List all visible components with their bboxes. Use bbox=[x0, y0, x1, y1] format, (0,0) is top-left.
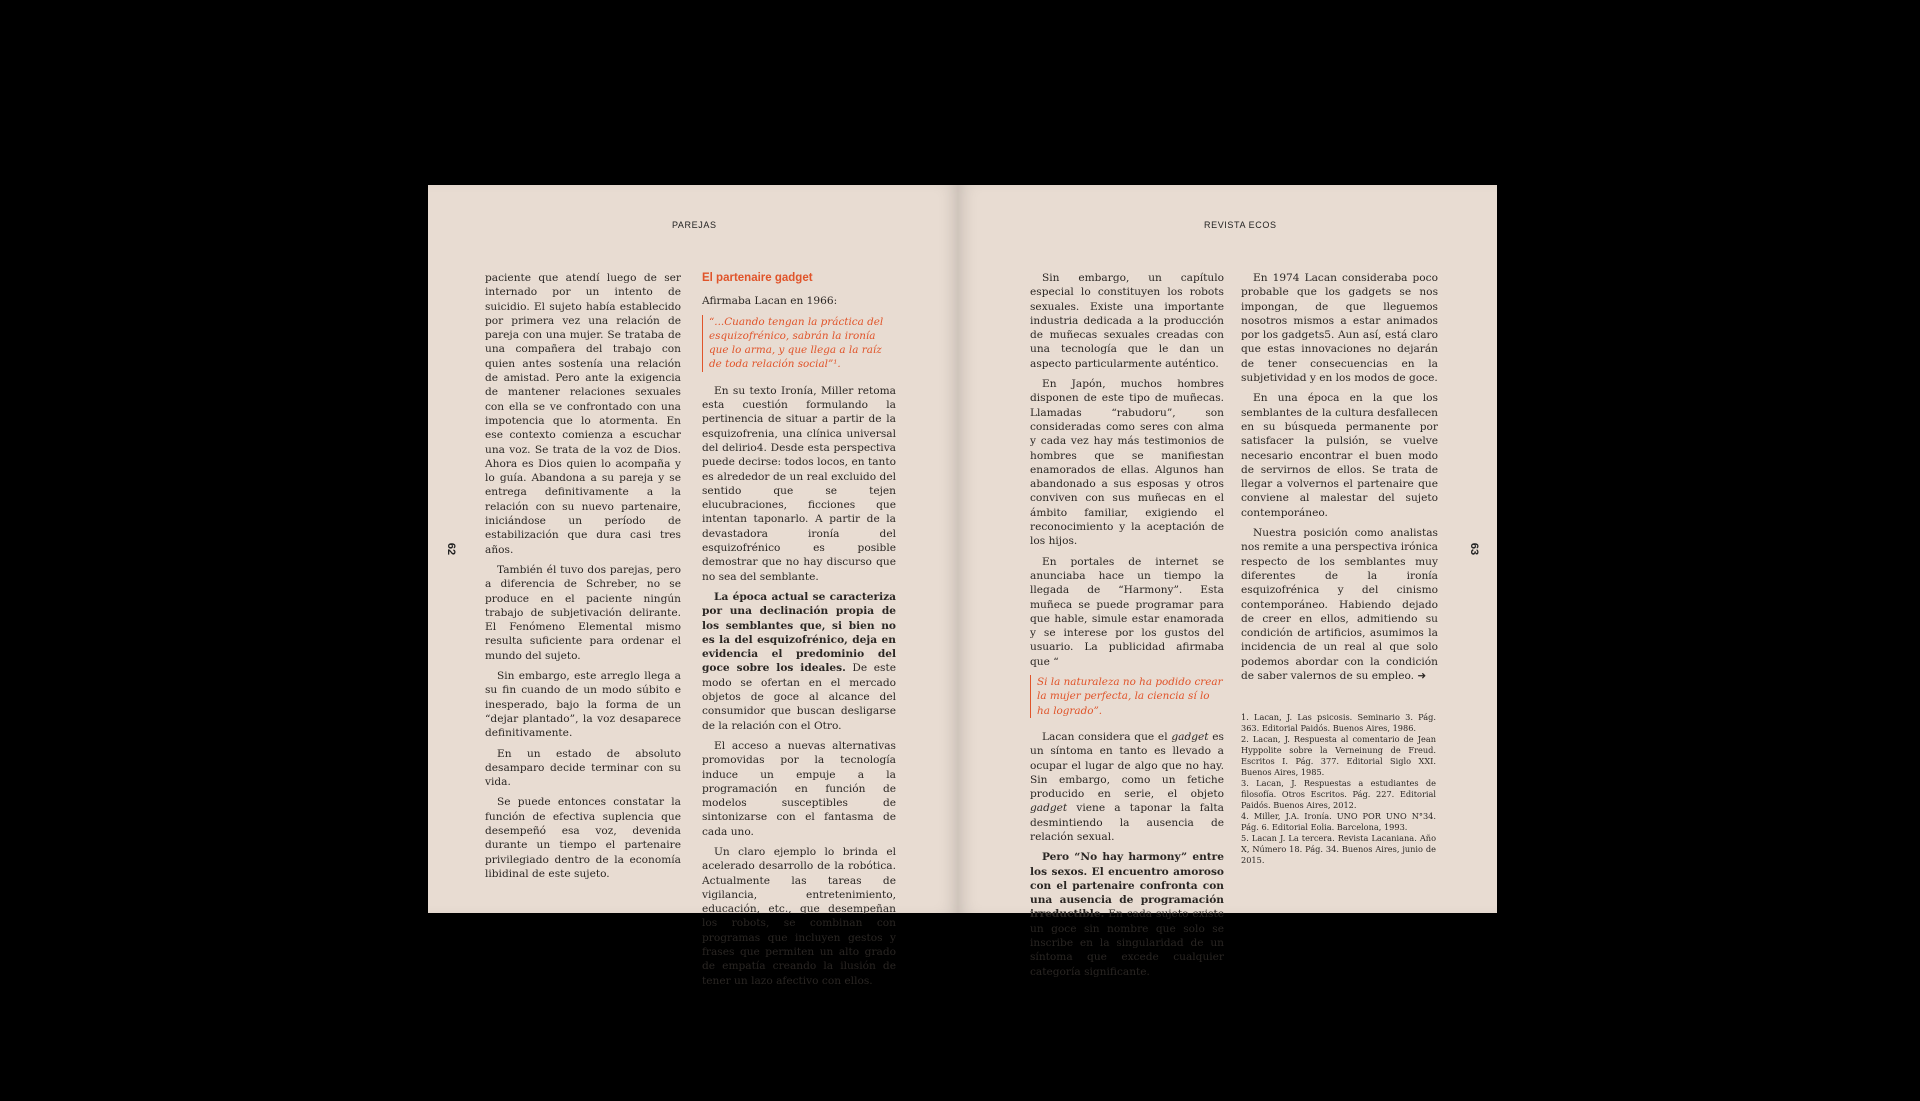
paragraph: En una época en la que los semblantes de la cultura desfallecen en su búsqueda permanente por satisfacer la pulsión, se vuelve necesario encontrar el buen modo de servirnos de ellos. Se trata de llegar a volvernos el partenaire que conviene al malestar del sujeto contemporáneo. bbox=[1241, 392, 1438, 519]
right-column-2 bbox=[1241, 271, 1438, 689]
left-page bbox=[428, 185, 958, 987]
bold-text: Pero “No hay harmony” entre los sexos. El encuentro amoroso con el partenaire confronta con una ausencia de programación irreductible. bbox=[1030, 851, 1224, 921]
right-page bbox=[958, 185, 1497, 978]
paragraph: Sin embargo, este arreglo llega a su fin cuando de un modo súbito e inesperado, bajo la forma de un “dejar plantado”, la voz desaparece definitivamente. bbox=[485, 670, 681, 740]
pull-quote: Si la naturaleza no ha podido crear la mujer perfecta, la ciencia sí lo ha logrado”. bbox=[1030, 675, 1224, 718]
left-column-2 bbox=[702, 271, 896, 994]
paragraph: Sin embargo, un capítulo especial lo constituyen los robots sexuales. Existe una importante industria dedicada a la producción de muñecas sexuales creadas con una tecnología que le dan un aspecto particularmente auténtico. bbox=[1030, 272, 1224, 370]
footnote: 4. Miller, J.A. Ironía. UNO POR UNO N°34. Pág. 6. Editorial Eolia. Barcelona, 1993. bbox=[1241, 811, 1436, 832]
paragraph bbox=[702, 590, 896, 733]
paragraph: Un claro ejemplo lo brinda el acelerado desarrollo de la robótica. Actualmente las tareas de vigilancia, entretenimiento, educación, etc., que desempeñan los robots, se combinan con programas que incluyen gestos y frases que permiten un alto grado de empatía creando la ilusión de tener un lazo afectivo con ellos. bbox=[702, 845, 896, 987]
left-column-1 bbox=[485, 271, 681, 887]
section-title: El partenaire gadget bbox=[702, 272, 813, 284]
paragraph: En su texto Ironía, Miller retoma esta cuestión formulando la pertinencia de situar a partir de la esquizofrenia, una clínica universal del delirio4. Desde esta perspectiva puede decirse: todos locos, en tanto es alrededor de un real excluido del sentido que se tejen elucubraciones, ficciones que intentan taponarlo. A partir de la devastadora ironía del esquizofrénico es posible demostrar que no hay discurso que no sea del semblante. bbox=[702, 384, 896, 583]
footnote: 5. Lacan J. La tercera. Revista Lacaniana. Año X, Número 18. Pág. 34. Buenos Aires, junio de 2015. bbox=[1241, 833, 1436, 865]
paragraph: En un estado de absoluto desamparo decide terminar con su vida. bbox=[485, 747, 681, 789]
paragraph: Se puede entonces constatar la función de efectiva suplencia que desempeñó esa voz, devenida durante un tiempo el partenaire privilegiado dentro de la economía libidinal de este sujeto. bbox=[485, 796, 681, 880]
paragraph: Afirmaba Lacan en 1966: bbox=[702, 295, 838, 308]
page-number-right: 63 bbox=[1467, 542, 1480, 556]
paragraph: También él tuvo dos parejas, pero a diferencia de Schreber, no se produce en el paciente ningún trabajo de subjetivación delirante. El Fenómeno Elemental mismo resulta suficiente para ordenar el mundo del sujeto. bbox=[485, 563, 681, 662]
emphasis: gadget bbox=[1171, 730, 1209, 743]
text: En cada sujeto existe un goce sin nombre que solo se inscribe en la singularidad de un síntoma que excede cualquier categoría significante. bbox=[1030, 908, 1224, 978]
running-head-left: PAREJAS bbox=[672, 220, 717, 230]
text: De este modo se ofertan en el mercado objetos de goce al alcance del consumidor que buscan desligarse de la relación con el Otro. bbox=[702, 662, 897, 732]
page-number-left: 62 bbox=[445, 542, 458, 556]
pull-quote: “...Cuando tengan la práctica del esquizofrénico, sabrán la ironía que lo arma, y que llega a la raíz de toda relación social”¹. bbox=[702, 315, 896, 372]
running-head-right: REVISTA ECOS bbox=[1204, 220, 1277, 230]
paragraph: En portales de internet se anunciaba hace un tiempo la llegada de “Harmony”. Esta muñeca se puede programar para que hable, simule estar enamorada y se interese por los gustos del usuario. La publicidad afirmaba que “ bbox=[1030, 555, 1224, 668]
paragraph bbox=[1030, 850, 1224, 979]
right-column-1 bbox=[1030, 271, 1224, 985]
paragraph: En 1974 Lacan consideraba poco probable que los gadgets se nos impongan, de que lleguemos nosotros mismos a estar animados por los gadgets5. Aun así, está claro que estas innovaciones no dejarán de tener consecuencias en la subjetividad y en los modos de goce. bbox=[1241, 272, 1438, 385]
text: Lacan considera que el bbox=[1042, 730, 1172, 743]
text: Nuestra posición como analistas nos remite a una perspectiva irónica respecto de los semblantes muy diferentes de la ironía esquizofrénica y del cinismo contemporáneo. Habiendo dejado de creer en ellos, admitiendo su condición de artificios, asumimos la incidencia de un real al que solo podemos abordar con la condición de saber valernos de su empleo. bbox=[1241, 527, 1438, 683]
paragraph: El acceso a nuevas alternativas promovidas por la tecnología induce un empuje a la programación en función de modelos susceptibles de sintonizarse con el fantasma de cada uno. bbox=[702, 739, 896, 838]
paragraph: En Japón, muchos hombres disponen de este tipo de muñecas. Llamadas “rabudoru”, son consideradas como seres con alma y cada vez hay más testimonios de hombres que se manifiestan enamorados de ellas. Algunos han abandonado a sus esposas y otros conviven con sus muñecas en el ámbito familiar, exigiendo el reconocimiento y la aceptación de los hijos. bbox=[1030, 378, 1224, 548]
paragraph bbox=[1241, 526, 1438, 683]
text: viene a taponar la falta desmintiendo la ausencia de relación sexual. bbox=[1030, 802, 1224, 843]
footnote: 2. Lacan, J. Respuesta al comentario de Jean Hyppolite sobre la Verneinung de Freud. Escritos I. Pág. 377. Editorial Siglo XXI. Buenos Aires, 1985. bbox=[1241, 734, 1436, 777]
footnote: 1. Lacan, J. Las psicosis. Seminario 3. Pág. 363. Editorial Paidós. Buenos Aires, 1986. bbox=[1241, 712, 1436, 733]
end-mark-icon: ➜ bbox=[1417, 670, 1427, 683]
paragraph: paciente que atendí luego de ser internado por un intento de suicidio. El sujeto había establecido por primera vez una relación de pareja con una mujer. Se trataba de una compañera del trabajo con quien antes sostenía una relación de amistad. Pero ante la exigencia de mantener relaciones sexuales con ella se ve confrontado con una impotencia que lo atormenta. En ese contexto comienza a escuchar una voz. Se trata de la voz de Dios. Ahora es Dios quien lo acompaña y lo guía. Abandona a su pareja y se entrega definitivamente a la relación con su nuevo partenaire, iniciándose un período de estabilización que dura casi tres años. bbox=[485, 272, 681, 556]
text: es un síntoma en tanto es llevado a ocupar el lugar de algo que no hay. Sin embargo, como un fetiche producido en serie, el objeto bbox=[1030, 730, 1224, 801]
bold-text: La época actual se caracteriza por una declinación propia de los semblantes que, si bien no es la del esquizofrénico, deja en evidencia el predominio del goce sobre los ideales. bbox=[702, 590, 896, 675]
footnotes bbox=[1241, 712, 1436, 866]
paragraph bbox=[1030, 730, 1224, 844]
emphasis: gadget bbox=[1030, 802, 1068, 815]
footnote: 3. Lacan, J. Respuestas a estudiantes de filosofía. Otros Escritos. Pág. 227. Editorial Paidós. Buenos Aires, 2012. bbox=[1241, 778, 1436, 810]
